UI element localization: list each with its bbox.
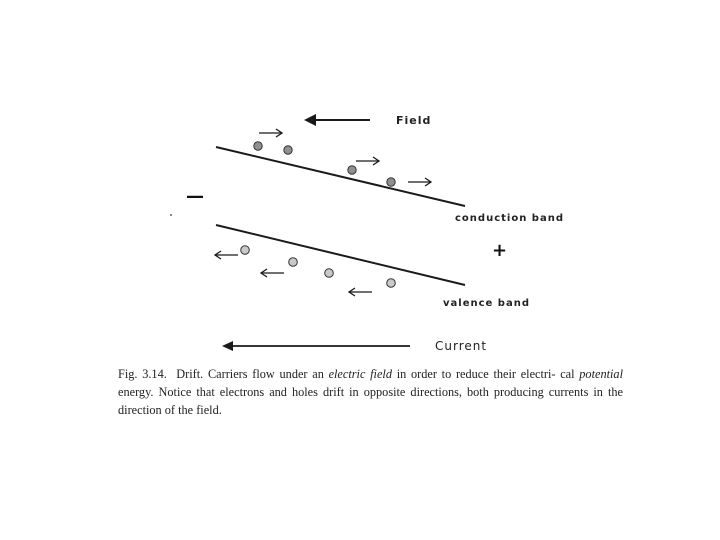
caption-title: Drift. bbox=[176, 367, 204, 381]
field-arrow bbox=[304, 114, 370, 126]
right-arrow-icon bbox=[356, 157, 379, 165]
valence-band-label: valence band bbox=[443, 298, 530, 309]
right-arrow-icon bbox=[408, 178, 431, 186]
left-arrow-icon bbox=[349, 288, 372, 296]
caption-text-2: in order to reduce their electri- cal bbox=[396, 367, 575, 381]
holes bbox=[241, 246, 396, 288]
caption-emphasis-potential: potential bbox=[579, 367, 623, 381]
plus-sign: + bbox=[492, 240, 508, 261]
caption-text-1: Carriers flow under an bbox=[207, 367, 324, 381]
field-label: Field bbox=[396, 114, 432, 127]
electron-dot bbox=[387, 178, 395, 186]
caption-fig-number: Fig. 3.14. bbox=[118, 367, 167, 381]
hole-dot bbox=[325, 269, 334, 278]
electron-dot bbox=[254, 142, 262, 150]
left-arrow-icon bbox=[215, 251, 238, 259]
electron-dot bbox=[348, 166, 356, 174]
hole-dot bbox=[241, 246, 250, 255]
current-label: Current bbox=[435, 339, 488, 353]
conduction-band-label: conduction band bbox=[455, 213, 564, 224]
right-arrow-icon bbox=[259, 129, 282, 137]
caption-emphasis-electric-field: electric field bbox=[328, 367, 393, 381]
valence-band-line bbox=[216, 225, 465, 285]
current-arrow bbox=[222, 341, 410, 351]
left-arrow-icon bbox=[261, 269, 284, 277]
minus-sign: — bbox=[186, 186, 204, 207]
electron-dot bbox=[284, 146, 292, 154]
conduction-band-line bbox=[216, 147, 465, 206]
speck-dot bbox=[170, 214, 172, 216]
hole-dot bbox=[289, 258, 298, 267]
caption-text-3: energy. Notice that electrons and holes drift in opposite directions, both producing currents in the direction of the field. bbox=[118, 385, 623, 417]
figure-caption bbox=[118, 365, 623, 419]
hole-dot bbox=[387, 279, 396, 288]
